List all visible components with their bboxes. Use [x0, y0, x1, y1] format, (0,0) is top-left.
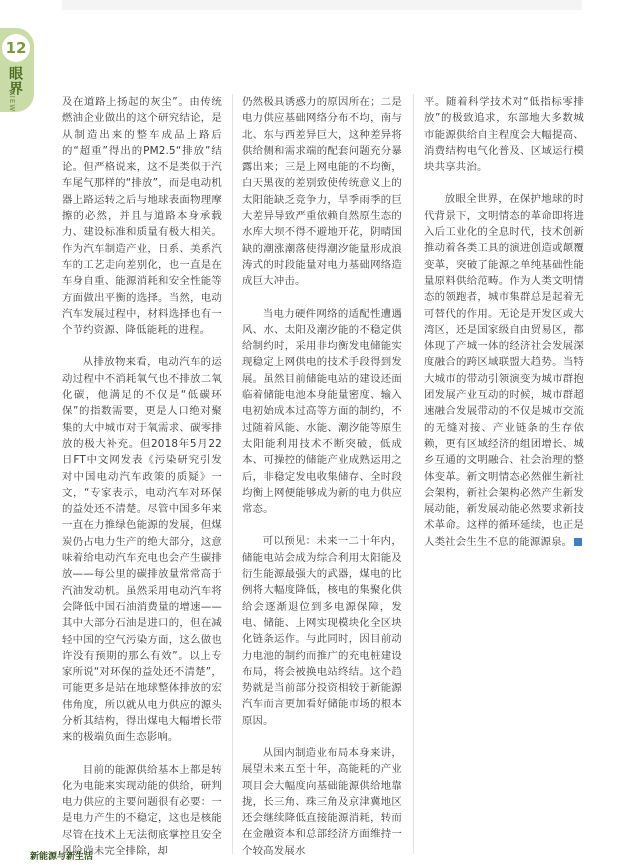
page-top-strip	[62, 0, 582, 10]
article-column-2	[242, 94, 402, 859]
paragraph-text: 放眼全世界，在保护地球的时代背景下，文明情态的革命即将进入后工业化的全息时代，技术创新推动着各类工具的演进创造或颠覆变革，突破了能源之单纯基础性能量原料供给范畴。作为人类文明情态的领跑者，城市集群总是起着无可替代的作用。无论是开发区或大湾区，还是国家级自由贸易区，都体现了产城一体的经济社会发展深度融合的跨区域联盟大趋势。当特大城市的带动引领演变为城市群抱团发展产业互动的时候，城市群超速融合发展带动的不仅是城市交流的无缝对接、产业链条的生存依赖，更有区域经济的组团增长、城乡互通的文明融合、社会治理的整体变革。新文明情态必然催生新社会架构，新社会架构必然产生新发展动能，新发展动能必然要求新技术革命。这样的循环延续，也正是人类社会生生不息的能源源泉。	[424, 193, 584, 548]
paragraph: 及在道路上扬起的灰尘”。由传统燃油企业做出的这个研究结论，是从制造出来的整车成品上路后的“超重”得出的PM2.5“排放”结论。但严格说来，这不是类似于汽车尾气那样的“排放”，而是电动机器上路运转之后与地球表面物理摩擦的必然，并且与道路本身承载力、建设标准和质量有极大相关。作为汽车制造产业，日系、美系汽车的工艺走向差别化，也一直是在车身自重、能源消耗和安全性能等方面做出平衡的选择。当然，电动汽车发展过程中，材料选择也有一个节约资源、降低能耗的进程。	[62, 96, 222, 337]
paragraph: 仍然极具诱惑力的原因所在；二是电力供应基础网络分布不均，南与北、东与西差异巨大，这种差异将供给侧和需求端的配套问题充分暴露出来；三是上网电能的不均衡，白天黑夜的差别致使传统意义上的太阳能缺乏竞争力，旱季雨季的巨大差异导致严重依赖自然原生态的水库大坝不得不避地开花，阴晴国缺的潮涨潮落使得潮汐能量形成浪涛式的时段能量对电力基础网络造成巨大冲击。	[242, 96, 402, 288]
footer-brand: 新能源与新生活	[30, 852, 94, 862]
column-divider	[413, 94, 414, 854]
paragraph: 平。随着科学技术对“低指标零排放”的极致追求，东部地大多数城市能源供给自主程度会大幅提高、消费结构电气化普及、区域运行模块共享共治。	[424, 96, 584, 174]
paragraph: 从国内制造业布局本身来讲，展望未来五至十年，高能耗的产业项目会大幅度向基础能源供给地靠拢，长三角、珠三角及京津冀地区还会继续降低直接能源消耗，转而在金融资本和总部经济方面维持一个较高发展水	[242, 746, 402, 857]
article-end-icon	[574, 538, 582, 546]
column-divider	[232, 94, 233, 854]
section-title: 眼界	[7, 66, 23, 96]
article-column-3	[424, 94, 584, 550]
article-column-1	[62, 94, 222, 859]
section-title-en: VIEW	[8, 90, 16, 113]
paragraph: 当电力硬件网络的适配性遭遇风、水、太阳及潮汐能的不稳定供给制约时，采用非均衡发电储能实现稳定上网供电的技术手段得到发展。虽然目前储能电站的建设还面临着储能电池本身能量密度、输入电初始成本过高等方面的制约，不过随着风能、水能、潮汐能等原生太阳能利用技术不断突破，低成本、可操控的储能产业成熟运用之后，非稳定发电收集储存、全时段均衡上网便能够成为新的电力供应常态。	[242, 307, 402, 516]
paragraph	[424, 191, 584, 550]
paragraph: 从排放物来看，电动汽车的运动过程中不消耗氧气也不排放二氧化碳，他满足的不仅是“低碳环保”的指数需要，更是人口绝对聚集的大中城市对于氧需求、碳零排放的极大补充。但2018年5月22日FT中文网发表《污染研究引发对中国电动汽车政策的质疑》一文，“专家表示，电动汽车对环保的益处还不清楚。尽管中国多年来一直在力推绿色能源的发展，但煤炭仍占电力生产的绝大部分，这意味着给电动汽车充电也会产生碳排放——每公里的碳排放量常常高于汽油发动机。虽然采用电动汽车将会降低中国石油消费量的增速——其中大部分石油是进口的，但在减轻中国的空气污染方面，这么做也许没有预期的那么有效”。以上专家所说“对环保的益处还不清楚”，可能更多是站在地球整体排放的宏伟角度，所以就从电力供应的源头分析其结构，得出煤电大幅增长带来的极端负面生态影响。	[62, 356, 222, 744]
page-number: 12	[2, 34, 30, 62]
paragraph: 可以预见：未来一二十年内，储能电站会成为综合利用太阳能及衍生能源最强大的武器，煤电的比例将大幅度降低，核电的集聚化供给会逐渐退位到多电源保障，发电、储能、上网实现模块化全区块化链条运作。与此同时，因目前动力电池的制约而推广的充电桩建设布局，将会被换电站终结。这个趋势就是当前部分投资相较于新能源汽车而言更加看好储能市场的根本原因。	[242, 535, 402, 727]
paragraph: 目前的能源供给基本上都是转化为电能来实现动能的供给，研判电力供应的主要问题很有必要：一是电力产生的不稳定，这也是核能尽管在技术上无法彻底掌控且安全风险尚未完全排除，却	[62, 763, 222, 858]
